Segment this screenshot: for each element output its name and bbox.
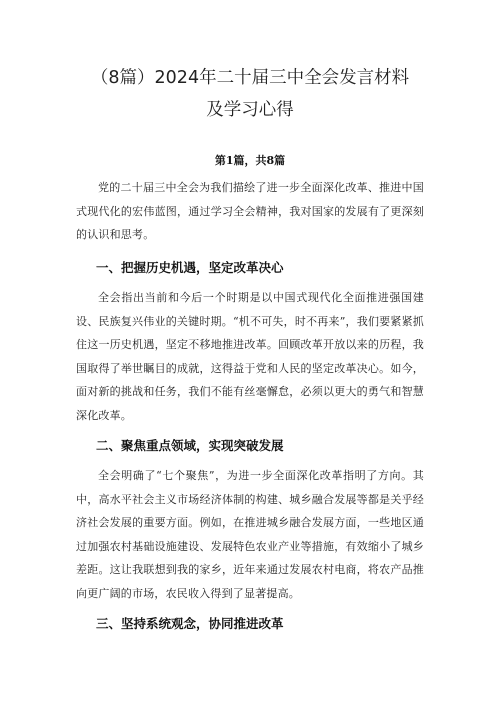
section-heading-3: 三、坚持系统观念，协同推进改革 [96, 616, 284, 631]
title-line-2: 及学习心得 [206, 100, 294, 120]
document-title [0, 62, 500, 126]
title-line-1: （8篇）2024年二十届三中全会发言材料 [90, 68, 410, 88]
section-heading-2: 二、聚焦重点领域，实现突破发展 [96, 438, 284, 453]
section-heading-1: 一、把握历史机遇，坚定改革决心 [96, 260, 284, 275]
section-paragraph-1: 全会指出当前和今后一个时期是以中国式现代化全面推进强国建设、民族复兴伟业的关键时期。“机不可失，时不再来”，我们要紧紧抓住这一历史机遇，坚定不移地推进改革。回顾改革开放以来的历程，我国取得了举世瞩目的成就，这得益于党和人民的坚定改革决心。如今，面对新的挑战和任务，我们不能有丝毫懈怠，必须以更大的勇气和智慧深化改革。 [76, 291, 424, 422]
intro-block [76, 176, 424, 247]
section-body-1 [76, 286, 424, 427]
section-body-2 [76, 464, 424, 605]
section-paragraph-2: 全会明确了“七个聚焦”，为进一步全面深化改革指明了方向。其中，高水平社会主义市场经济体制的构建、城乡融合发展等都是关乎经济社会发展的重要方面。例如，在推进城乡融合发展方面，一些地区通过加强农村基础设施建设、发展特色农业产业等措施，有效缩小了城乡差距。这让我联想到我的家乡，近年来通过发展农村电商，将农产品推向更广阔的市场，农民收入得到了显著提高。 [76, 469, 424, 600]
intro-paragraph: 党的二十届三中全会为我们描绘了进一步全面深化改革、推进中国式现代化的宏伟蓝图，通过学习全会精神，我对国家的发展有了更深刻的认识和思考。 [76, 181, 424, 241]
part-indicator: 第1篇，共8篇 [214, 154, 286, 167]
